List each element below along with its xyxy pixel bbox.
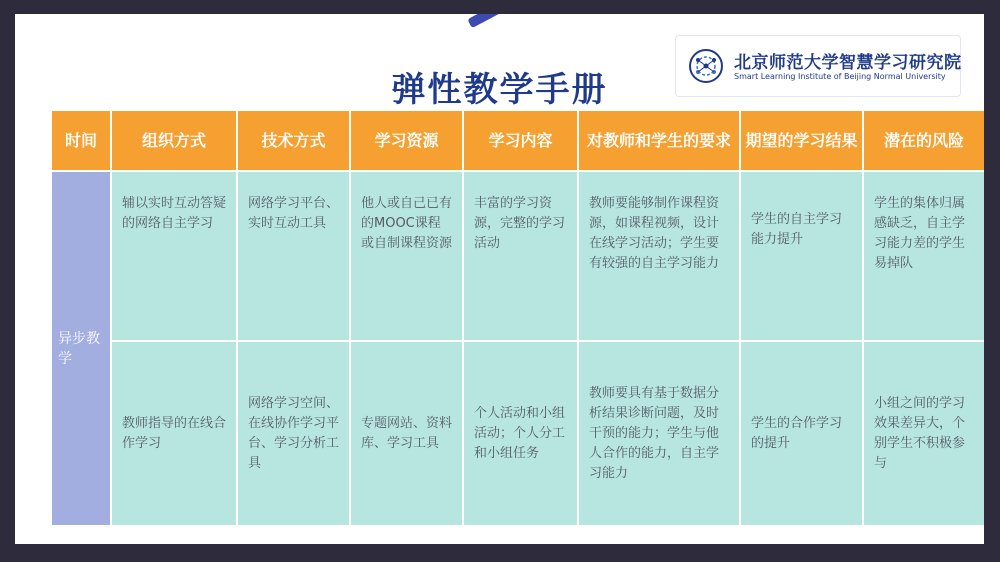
accent-stroke [467,14,512,28]
teaching-table [52,111,970,521]
table-cell: 教师指导的在线合作学习 [112,342,236,525]
table-cell: 丰富的学习资源，完整的学习活动 [464,172,577,340]
logo-name-en: Smart Learning Institute of Beijing Normal University [734,72,946,81]
table-cell: 专题网站、资料库、学习工具 [351,342,462,525]
table-cell: 网络学习空间、在线协作学习平台、学习分析工具 [238,342,349,525]
table-cell: 个人活动和小组活动；个人分工和小组任务 [464,342,577,525]
table-cell: 学生的自主学习能力提升 [741,172,862,340]
header-expected-outcome: 期望的学习结果 [741,111,862,170]
table-cell: 小组之间的学习效果差异大，个别学生不积极参与 [864,342,984,525]
header-organization: 组织方式 [112,111,236,170]
logo-name-cn: 北京师范大学智慧学习研究院 [734,53,962,73]
header-technology: 技术方式 [238,111,349,170]
table-cell: 他人或自己已有的MOOC课程或自制课程资源 [351,172,462,340]
header-risks: 潜在的风险 [864,111,984,170]
table-cell: 辅以实时互动答疑的网络自主学习 [112,172,236,340]
brain-circuit-icon [688,48,724,84]
header-requirements: 对教师和学生的要求 [579,111,739,170]
table-cell: 教师要能够制作课程资源，如课程视频，设计在线学习活动；学生要有较强的自主学习能力 [579,172,739,340]
institute-logo [676,36,960,96]
table-cell: 教师要具有基于数据分析结果诊断问题，及时干预的能力；学生与他人合作的能力，自主学习能力 [579,342,739,525]
header-time: 时间 [52,111,110,170]
row-header-async: 异步教学 [52,172,110,525]
header-resources: 学习资源 [351,111,462,170]
table-cell: 学生的集体归属感缺乏，自主学习能力差的学生易掉队 [864,172,984,340]
header-content: 学习内容 [464,111,577,170]
slide [15,14,984,544]
page-title: 弹性教学手册 [391,70,608,110]
table-cell: 网络学习平台、实时互动工具 [238,172,349,340]
table-cell: 学生的合作学习的提升 [741,342,862,525]
